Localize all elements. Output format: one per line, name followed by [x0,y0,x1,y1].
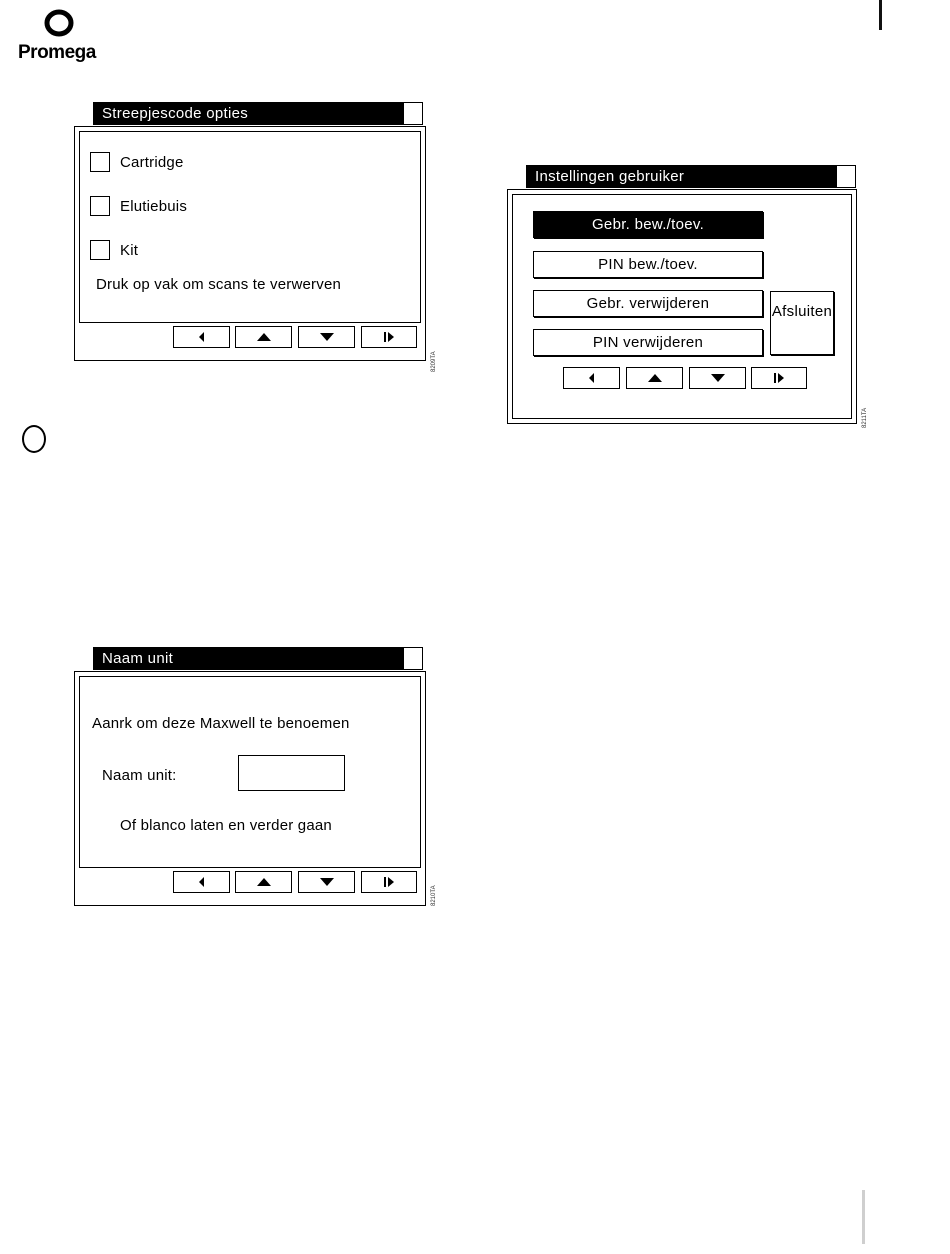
arrow-down-icon [711,374,725,382]
label-elutiebuis: Elutiebuis [120,198,188,215]
nav-right-button[interactable] [361,326,417,348]
unit-name-instruction: Aanrk om deze Maxwell te benoemen [92,715,350,732]
arrow-up-icon [648,374,662,382]
nav-down-button[interactable] [298,326,355,348]
nav-up-button[interactable] [235,326,292,348]
user-settings-title: Instellingen gebruiker [535,168,685,185]
delete-pin-button[interactable]: PIN verwijderen [533,329,763,356]
nav-left-button[interactable] [173,326,230,348]
title-corner-box [403,103,422,124]
unit-name-title: Naam unit [102,650,174,667]
unit-name-title-bar [93,647,423,670]
nav-down-button[interactable] [689,367,746,389]
label-cartridge: Cartridge [120,154,184,171]
unit-name-figure-id: 8210TA [431,885,437,906]
promega-logo-icon [44,8,74,38]
nav-up-button[interactable] [235,871,292,893]
edit-add-pin-button[interactable]: PIN bew./toev. [533,251,763,278]
user-settings-title-bar [526,165,856,188]
barcode-title-bar [93,102,423,125]
unit-name-field-label: Naam unit: [102,767,177,784]
exit-button[interactable] [770,291,834,355]
circle-marker [22,425,46,453]
arrow-up-icon [257,878,271,886]
label-kit: Kit [120,242,139,259]
exit-label: Afsluiten [771,303,833,320]
arrow-left-icon [197,332,207,342]
edit-add-user-button[interactable]: Gebr. bew./toev. [533,211,763,238]
unit-name-screen [74,671,426,906]
title-corner-box [836,166,855,187]
barcode-title: Streepjescode opties [102,105,249,122]
arrow-down-icon [320,878,334,886]
barcode-figure-id: 8209TA [431,351,437,372]
barcode-screen [74,126,426,361]
title-corner-box [403,648,422,669]
checkbox-kit[interactable] [90,240,110,260]
brand-name: Promega [18,42,96,63]
arrow-right-icon [383,332,395,342]
nav-left-button[interactable] [563,367,620,389]
barcode-content [79,131,421,323]
nav-down-button[interactable] [298,871,355,893]
nav-left-button[interactable] [173,871,230,893]
unit-name-content [79,676,421,868]
arrow-left-icon [587,373,597,383]
unit-name-input[interactable] [238,755,345,791]
checkbox-elutiebuis[interactable] [90,196,110,216]
nav-right-button[interactable] [361,871,417,893]
page-rule-bottom [862,1190,865,1244]
user-settings-content [512,194,852,419]
unit-name-note: Of blanco laten en verder gaan [120,817,332,834]
page-rule-top [879,0,882,30]
barcode-hint: Druk op vak om scans te verwerven [96,276,342,293]
checkbox-cartridge[interactable] [90,152,110,172]
arrow-left-icon [197,877,207,887]
nav-right-button[interactable] [751,367,807,389]
arrow-right-icon [773,373,785,383]
promega-logo [18,8,118,64]
arrow-up-icon [257,333,271,341]
delete-user-button[interactable]: Gebr. verwijderen [533,290,763,317]
user-settings-screen [507,189,857,424]
nav-up-button[interactable] [626,367,683,389]
user-settings-figure-id: 8211TA [862,407,868,428]
arrow-right-icon [383,877,395,887]
arrow-down-icon [320,333,334,341]
